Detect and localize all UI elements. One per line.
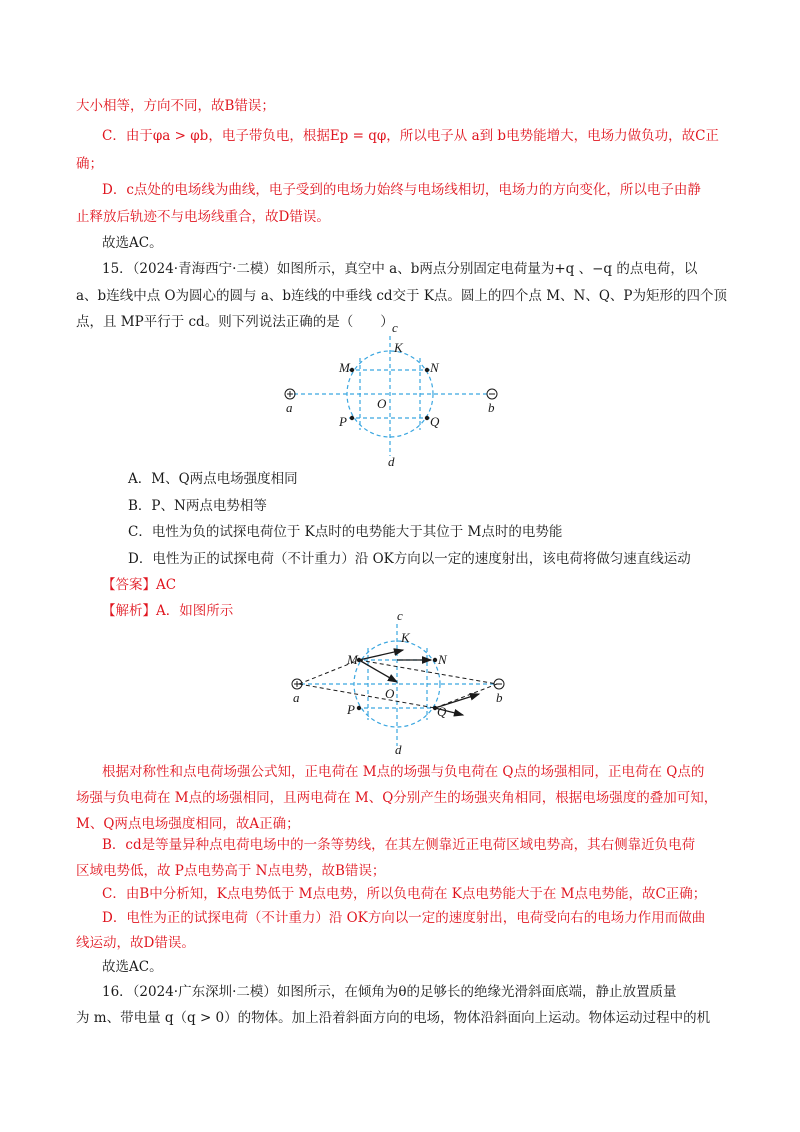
- label-c: c: [392, 320, 398, 335]
- label-N: N: [430, 360, 439, 375]
- label-O: O: [385, 686, 395, 701]
- label-b: b: [496, 690, 503, 705]
- label-Q: Q: [430, 414, 440, 429]
- label-d: d: [395, 742, 402, 756]
- label-K: K: [401, 630, 410, 645]
- label-a: a: [286, 400, 293, 415]
- label-M: M: [347, 652, 358, 667]
- question-16-text: 16．（2024·广东深圳·二模）如图所示，在倾角为θ的足够长的绝缘光滑斜面底端，静止放置质量: [102, 984, 677, 1000]
- explanation-line: M、Q两点电场强度相同，故A正确；: [76, 816, 300, 832]
- explanation-line: 线运动，故D错误。: [76, 935, 195, 951]
- analysis-figure: [285, 608, 515, 756]
- label-c: c: [397, 608, 403, 623]
- answer-line: [102, 575, 176, 595]
- analysis-heading: [102, 601, 233, 621]
- answer-tag: 【答案】: [102, 577, 156, 593]
- analysis-line: D．c点处的电场线为曲线，电子受到的电场力始终与电场线相切，电场力的方向变化，所以电子由静: [102, 182, 701, 198]
- analysis-line: 确；: [76, 156, 103, 172]
- question-15-text: 点，且 MP平行于 cd。则下列说法正确的是（ ）: [76, 314, 394, 330]
- option-d: D．电性为正的试探电荷（不计重力）沿 OK方向以一定的速度射出，该电荷将做匀速直线运动: [128, 551, 691, 567]
- analysis-line: 大小相等，方向不同，故B错误；: [76, 98, 275, 114]
- analysis-line: C．由于φa > φb，电子带负电，根据Ep = qφ，所以电子从 a到 b电势能增大，电场力做负功，故C正: [102, 128, 719, 144]
- answer-value: AC: [156, 577, 177, 593]
- label-P: P: [347, 702, 355, 717]
- explanation-line: 根据对称性和点电荷场强公式知，正电荷在 M点的场强与负电荷在 Q点的场强相同，正电荷在 Q点的: [102, 764, 705, 780]
- conclusion-line: 故选AC。: [102, 959, 163, 975]
- label-P: P: [339, 414, 347, 429]
- explanation-line: 场强与负电荷在 M点的场强相同，且两电荷在 M、Q分别产生的场强夹角相同，根据电场强度的叠加可知，: [76, 790, 718, 806]
- explanation-line: C．由B中分析知，K点电势低于 M点电势，所以负电荷在 K点电势能大于在 M点电势能，故C正确；: [102, 886, 707, 902]
- label-d: d: [388, 454, 395, 468]
- analysis-line: 止释放后轨迹不与电场线重合，故D错误。: [76, 209, 330, 225]
- question-15-text: a、b连线中点 O为圆心的圆与 a、b连线的中垂线 cd交于 K点。圆上的四个点 M、N、Q、P为矩形的四个顶: [76, 288, 727, 304]
- option-a: A．M、Q两点电场强度相同: [128, 471, 298, 487]
- explanation-line: B．cd是等量异种点电荷电场中的一条等势线，在其左侧靠近正电荷区域电势高，其右侧靠近负电荷: [102, 837, 696, 853]
- label-M: M: [339, 360, 350, 375]
- label-O: O: [377, 396, 387, 411]
- label-K: K: [394, 340, 403, 355]
- option-b: B．P、N两点电势相等: [128, 498, 267, 514]
- analysis-value: A．如图所示: [156, 603, 234, 619]
- option-c: C．电性为负的试探电荷位于 K点时的电势能大于其位于 M点时的电势能: [128, 524, 563, 540]
- label-N: N: [438, 652, 447, 667]
- label-b: b: [488, 400, 495, 415]
- question-15-text: 15．（2024·青海西宁·二模）如图所示，真空中 a、b两点分别固定电荷量为+q 、−q 的点电荷，以: [102, 261, 698, 277]
- analysis-tag: 【解析】: [102, 603, 156, 619]
- conclusion-line: 故选AC。: [102, 235, 163, 251]
- question-16-text: 为 m、带电量 q（q > 0）的物体。加上沿着斜面方向的电场，物体沿斜面向上运动。物体运动过程中的机: [76, 1010, 711, 1026]
- question-figure: [280, 318, 510, 468]
- explanation-line: D．电性为正的试探电荷（不计重力）沿 OK方向以一定的速度射出，电荷受向右的电场力作用而做曲: [102, 910, 706, 926]
- label-Q: Q: [437, 704, 447, 719]
- explanation-line: 区域电势低，故 P点电势高于 N点电势，故B错误；: [76, 863, 386, 879]
- label-a: a: [293, 690, 300, 705]
